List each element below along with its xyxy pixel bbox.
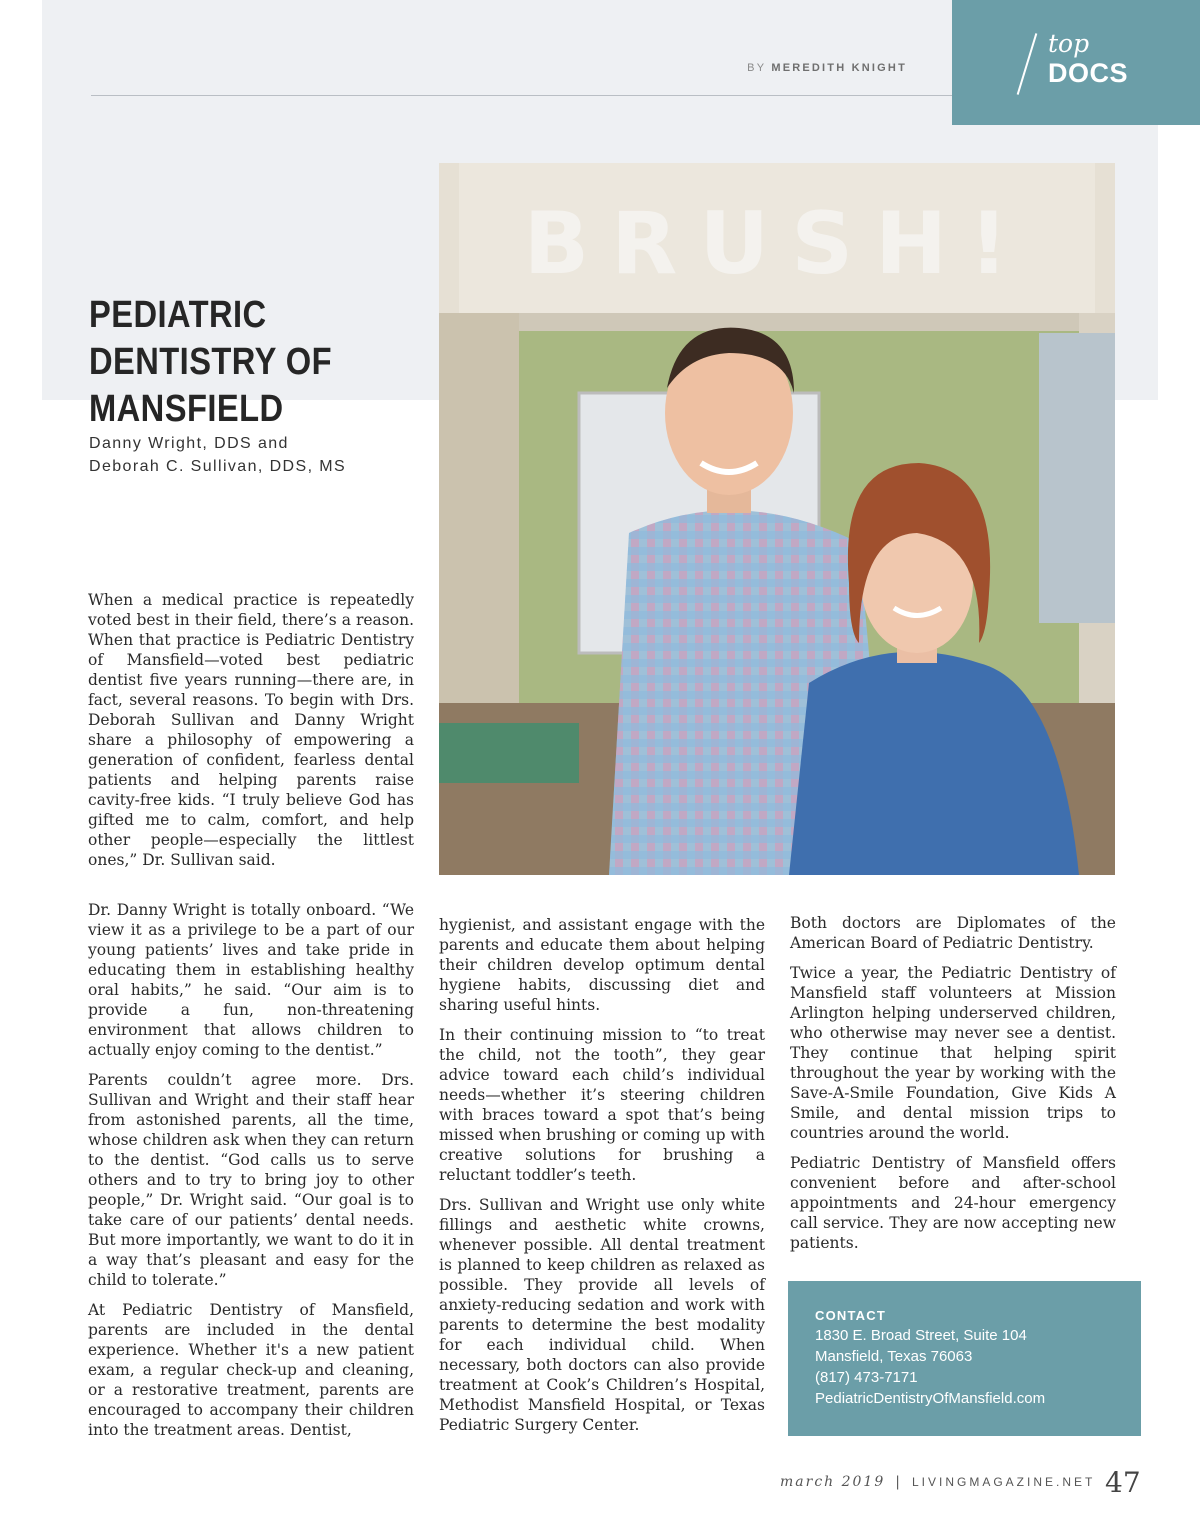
contact-box (788, 1281, 1141, 1436)
magazine-site: LIVINGMAGAZINE.NET (911, 1475, 1096, 1489)
contact-heading: CONTACT (815, 1308, 886, 1323)
doctors-credentials (89, 432, 346, 478)
page-footer (780, 1474, 1095, 1490)
paragraph: Pediatric Dentistry of Mansfield offers convenient before and after-school appointments and 24-hour emergency call service. They are now accepting new patients. (790, 1154, 1116, 1252)
contact-address: 1830 E. Broad Street, Suite 104 (815, 1327, 1027, 1344)
column-1-body (88, 900, 414, 1450)
article-title: PEDIATRIC DENTISTRY OF MANSFIELD (89, 294, 333, 430)
paragraph: Both doctors are Diplomates of the American Board of Pediatric Dentistry. (790, 914, 1116, 952)
section-tag (952, 0, 1200, 125)
footer-separator: | (895, 1474, 902, 1490)
column-2 (439, 915, 765, 1445)
paragraph: Drs. Sullivan and Wright use only white fillings and aesthetic white crowns, whenever possible. All dental treatment is planned to keep children as relaxed as possible. They provide all levels of anxiety-reducing sedation and work with parents to determine the best modality for each individual child. When necessary, both doctors can also provide treatment at Cook’s Children’s Hospital, Methodist Mansfield Hospital, or Texas Pediatric Surgery Center. (439, 1196, 765, 1434)
doctors-photo-illustration (439, 163, 1115, 875)
column-1-intro (88, 590, 414, 880)
contact-phone: (817) 473-7171 (815, 1369, 918, 1386)
paragraph: At Pediatric Dentistry of Mansfield, parents are included in the dental experience. Whether it's a new patient exam, a regular check-up and cleaning, or a restorative treatment, parents are encouraged to accompany their children into the treatment areas. Dentist, (88, 1301, 414, 1439)
issue-date: march 2019 (780, 1474, 886, 1490)
paragraph: In their continuing mission to “to treat the child, not the tooth”, they gear advice toward each child’s individual needs—whether it’s steering children with braces toward a spot that’s being missed when brushing or coming up with creative solutions for brushing a reluctant toddler’s teeth. (439, 1026, 765, 1184)
doctors-line-1: Danny Wright, DDS and (89, 435, 289, 452)
paragraph: hygienist, and assistant engage with the parents and educate them about helping their children develop optimum dental hygiene habits, discussing diet and sharing useful hints. (439, 916, 765, 1014)
header-divider (91, 95, 953, 96)
column-3 (790, 913, 1116, 1263)
paragraph: Parents couldn’t agree more. Drs. Sullivan and Wright and their staff hear from astonished parents, all the time, whose children ask when they can return to the dentist. “God calls us to serve others and to try to bring joy to other people,” Dr. Wright said. “Our goal is to take care of our patients’ dental needs. But more importantly, we want to do it in a way that’s pleasant and easy for the child to tolerate.” (88, 1071, 414, 1289)
paragraph: Twice a year, the Pediatric Dentistry of Mansfield staff volunteers at Mission Arlington helping underserved children, who otherwise may never see a dentist. They continue that helping spirit throughout the year by working with the Save-A-Smile Foundation, Give Kids A Smile, and dental mission trips to countries around the world. (790, 964, 1116, 1142)
paragraph: Dr. Danny Wright is totally onboard. “We view it as a privilege to be a part of our young patients’ lives and take pride in educating them in establishing healthy oral habits,” he said. “Our aim is to provide a fun, non-threatening environment that allows children to actually enjoy coming to the dentist.” (88, 901, 414, 1059)
contact-city: Mansfield, Texas 76063 (815, 1348, 973, 1365)
byline (700, 62, 907, 74)
author-name: MEREDITH KNIGHT (771, 62, 907, 74)
contact-website-link[interactable]: PediatricDentistryOfMansfield.com (815, 1390, 1046, 1407)
doctors-photo (439, 163, 1115, 875)
section-tag-top: top (1048, 29, 1090, 58)
byline-prefix: BY (747, 62, 767, 74)
page-number: 47 (1105, 1466, 1141, 1499)
paragraph: When a medical practice is repeatedly voted best in their field, there’s a reason. When that practice is Pediatric Dentistry of Mansfield—voted best pediatric dentist five years running—there are, in fact, several reasons. To begin with Drs. Deborah Sullivan and Danny Wright share a philosophy of empowering a generation of confident, fearless dental patients and helping parents raise cavity-free kids. “I truly believe God has gifted me to calm, comfort, and help other people—especially the littlest ones,” Dr. Sullivan said. (88, 591, 414, 869)
brush-sign-text: BRUSH! (523, 194, 1031, 294)
section-tag-docs: DOCS (1048, 58, 1129, 88)
doctors-line-2: Deborah C. Sullivan, DDS, MS (89, 458, 347, 475)
